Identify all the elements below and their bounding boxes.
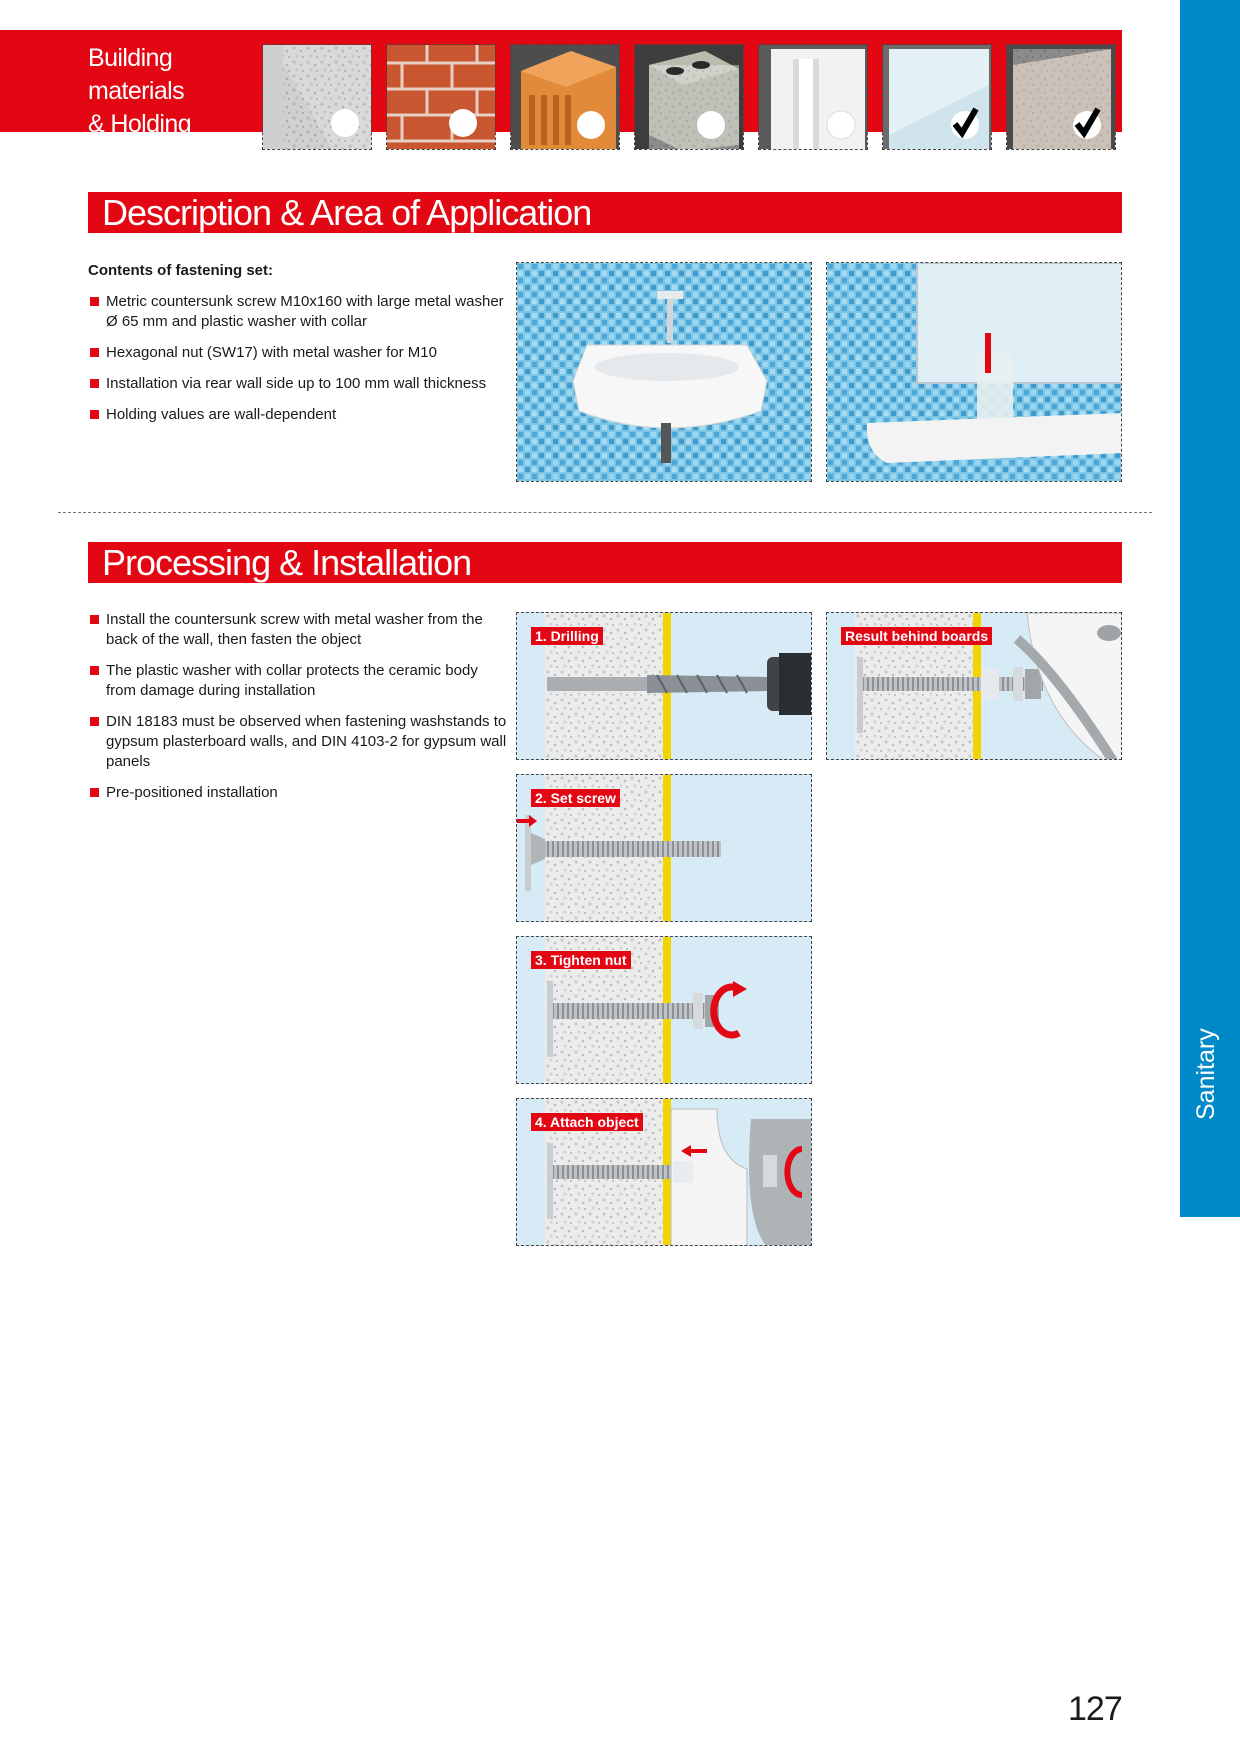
step-tighten-nut xyxy=(516,936,812,1084)
header-title-line2: & Holding values xyxy=(88,110,191,171)
list-item: The plastic washer with collar protects the ceramic body from damage during installation xyxy=(88,661,508,701)
washbasin-photo xyxy=(516,262,812,482)
description-bullet-list xyxy=(88,292,518,436)
material-concrete xyxy=(262,44,372,150)
page-number: 127 xyxy=(1068,1690,1122,1728)
material-solid-brick xyxy=(386,44,496,150)
header-title-line1: Building materials xyxy=(88,44,185,105)
list-item: Pre-positioned installation xyxy=(88,783,508,803)
step-attach-object xyxy=(516,1098,812,1246)
list-item: Holding values are wall-dependent xyxy=(88,405,518,425)
processing-heading: Processing & Installation xyxy=(102,542,472,583)
not-suitable-icon xyxy=(331,109,359,137)
processing-bullet-list xyxy=(88,610,508,814)
step-label: Result behind boards xyxy=(841,627,992,645)
list-item: Metric countersunk screw M10x160 with large metal washer Ø 65 mm and plastic washer with collar xyxy=(88,292,518,332)
processing-heading-bar xyxy=(88,542,1122,583)
step-set-screw xyxy=(516,774,812,922)
step-label: 1. Drilling xyxy=(531,627,603,645)
description-heading: Description & Area of Application xyxy=(102,192,592,233)
list-item: Hexagonal nut (SW17) with metal washer for M10 xyxy=(88,343,518,363)
material-perforated-brick xyxy=(510,44,620,150)
step-label: 3. Tighten nut xyxy=(531,951,631,969)
material-hollow-block xyxy=(634,44,744,150)
step-label: 4. Attach object xyxy=(531,1113,643,1131)
section-divider xyxy=(58,512,1152,513)
step-label: 2. Set screw xyxy=(531,789,620,807)
list-item: DIN 18183 must be observed when fastening washstands to gypsum plasterboard walls, and DIN 4103-2 for gypsum wall panels xyxy=(88,712,508,772)
list-item: Installation via rear wall side up to 100 mm wall thickness xyxy=(88,374,518,394)
not-suitable-icon xyxy=(697,111,725,139)
contents-subheading: Contents of fastening set: xyxy=(88,262,274,279)
material-chipboard xyxy=(1006,44,1116,150)
not-suitable-icon xyxy=(449,109,477,137)
material-gypsum-wall-panel xyxy=(882,44,992,150)
shelf-mirror-photo xyxy=(826,262,1122,482)
description-heading-bar xyxy=(88,192,1122,233)
list-item: Install the countersunk screw with metal washer from the back of the wall, then fasten the object xyxy=(88,610,508,650)
header-title xyxy=(88,42,258,174)
result-behind-boards xyxy=(826,612,1122,760)
material-gypsum-board xyxy=(758,44,868,150)
arrow-right-icon xyxy=(529,815,537,827)
not-suitable-icon xyxy=(827,111,855,139)
not-suitable-icon xyxy=(577,111,605,139)
step-drilling xyxy=(516,612,812,760)
